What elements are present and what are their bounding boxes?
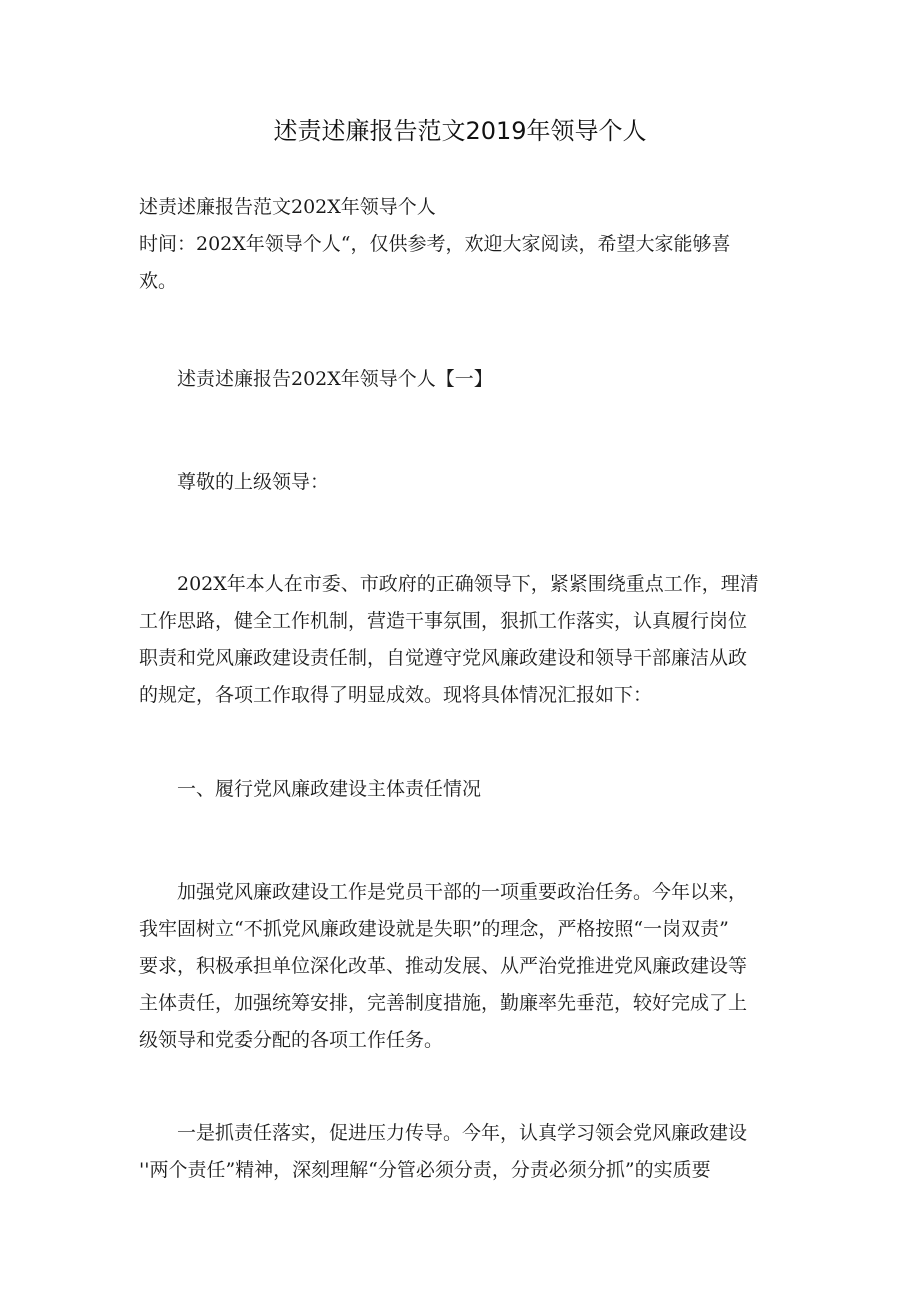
paragraph-line: 一是抓责任落实，促进压力传导。今年，认真学习领会党风廉政建设 (177, 1122, 748, 1144)
paragraph-line: 职责和党风廉政建设责任制，自觉遵守党风廉政建设和领导干部廉洁从政 (139, 647, 748, 669)
salutation-text: 尊敬的上级领导： (177, 471, 330, 493)
section-heading-text: 述责述廉报告202X年领导个人【一】 (177, 368, 493, 390)
document-title: 述责述廉报告范文2019年领导个人 (273, 117, 647, 145)
heading-1-text: 一、履行党风廉政建设主体责任情况 (177, 778, 482, 800)
intro-line-1: 述责述廉报告范文202X年领导个人 (139, 196, 436, 218)
paragraph-line: 加强党风廉政建设工作是党员干部的一项重要政治任务。今年以来， (177, 881, 748, 903)
paragraph-line: 我牢固树立“不抓党风廉政建设就是失职”的理念，严格按照“一岗双责” (139, 918, 729, 940)
salutation (139, 464, 789, 501)
paragraph-line: 要求，积极承担单位深化改革、推动发展、从严治党推进党风廉政建设等 (139, 955, 748, 977)
paragraph-line: 工作思路，健全工作机制，营造干事氛围，狠抓工作落实，认真履行岗位 (139, 610, 748, 632)
section-heading (139, 361, 789, 398)
paragraph-3 (139, 1115, 789, 1189)
paragraph-2 (139, 874, 789, 1059)
paragraph-line: 的规定，各项工作取得了明显成效。现将具体情况汇报如下： (139, 684, 653, 706)
paragraph-line: 级领导和党委分配的各项工作任务。 (139, 1029, 444, 1051)
paragraph-1 (139, 566, 789, 714)
intro-line-2: 时间：202X年领导个人“，仅供参考，欢迎大家阅读，希望大家能够喜 (139, 233, 731, 255)
heading-1 (139, 771, 789, 808)
paragraph-line: ''两个责任”精神，深刻理解“分管必须分责，分责必须分抓”的实质要 (139, 1159, 711, 1181)
paragraph-line: 主体责任，加强统筹安排，完善制度措施，勤廉率先垂范，较好完成了上 (139, 992, 748, 1014)
paragraph-line: 202X年本人在市委、市政府的正确领导下，紧紧围绕重点工作，理清 (177, 573, 759, 595)
intro-line-3: 欢。 (139, 270, 178, 292)
intro-block (139, 189, 789, 300)
